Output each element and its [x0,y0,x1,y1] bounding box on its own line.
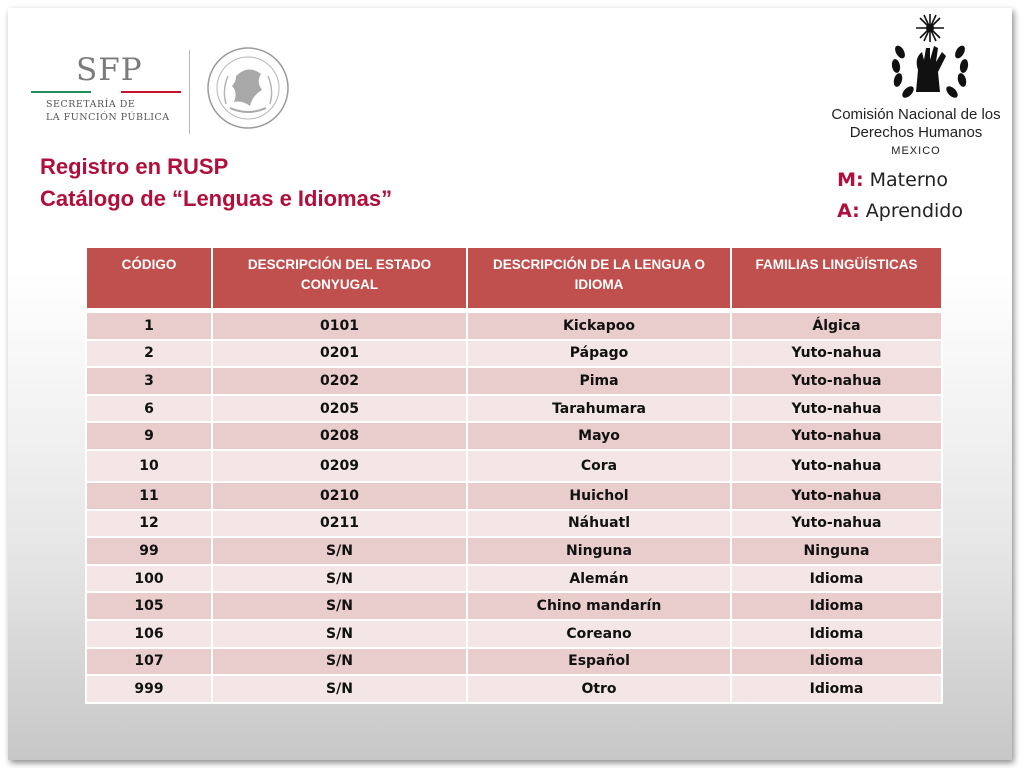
cell-lengua: Huichol [467,482,731,510]
cell-familia: Idioma [731,565,942,593]
table-body [86,311,942,703]
cell-familia: Yuto-nahua [731,340,942,368]
cndh-name [826,106,1006,160]
cndh-name-line2: Derechos Humanos [849,124,983,141]
languages-catalog-table [85,246,943,704]
table-row [86,565,942,593]
cell-estado-conyugal: 0211 [212,510,467,538]
table-row [86,367,942,395]
legend-key: A: [837,200,860,222]
cell-lengua: Kickapoo [467,311,731,340]
cell-estado-conyugal: S/N [212,592,467,620]
cell-codigo: 2 [86,340,212,368]
cell-lengua: Cora [467,450,731,482]
cell-lengua: Alemán [467,565,731,593]
sfp-tricolor-rule [31,91,181,93]
table-row [86,340,942,368]
cell-codigo: 6 [86,395,212,423]
cell-estado-conyugal: 0101 [212,311,467,340]
column-header-codigo: CÓDIGO [86,247,212,311]
logo-divider [189,50,190,134]
cndh-name-line1: Comisión Nacional de los [831,106,1001,123]
cell-codigo: 3 [86,367,212,395]
cell-lengua: Chino mandarín [467,592,731,620]
table-row [86,482,942,510]
sfp-logo [24,44,184,134]
cell-estado-conyugal: S/N [212,648,467,676]
cell-familia: Yuto-nahua [731,510,942,538]
cndh-logo-icon [884,12,976,104]
legend-item-materno [837,165,963,196]
cell-codigo: 106 [86,620,212,648]
cell-familia: Idioma [731,620,942,648]
legend-text: Aprendido [865,200,963,222]
cell-lengua: Ninguna [467,537,731,565]
cell-estado-conyugal: 0201 [212,340,467,368]
cell-codigo: 1 [86,311,212,340]
table-header-row [86,247,942,311]
slide-title: Registro en RUSP [40,154,229,179]
cell-lengua: Otro [467,675,731,703]
legend-text: Materno [869,169,948,191]
cell-codigo: 9 [86,422,212,450]
slide-subtitle: Catálogo de “Lenguas e Idiomas” [40,186,393,211]
cell-estado-conyugal: S/N [212,620,467,648]
cell-familia: Yuto-nahua [731,395,942,423]
legend [837,165,963,227]
table-row [86,450,942,482]
cell-estado-conyugal: S/N [212,565,467,593]
cell-familia: Ninguna [731,537,942,565]
cell-codigo: 107 [86,648,212,676]
cell-lengua: Náhuatl [467,510,731,538]
cell-estado-conyugal: S/N [212,537,467,565]
cell-familia: Idioma [731,592,942,620]
legend-item-aprendido [837,196,963,227]
cell-familia: Yuto-nahua [731,422,942,450]
sfp-subtitle-line2: LA FUNCIÓN PÚBLICA [46,112,170,123]
table-row [86,422,942,450]
cell-lengua: Tarahumara [467,395,731,423]
cell-codigo: 99 [86,537,212,565]
cell-codigo: 10 [86,450,212,482]
table-row [86,537,942,565]
cndh-name-line3: MEXICO [891,145,941,157]
cell-estado-conyugal: S/N [212,675,467,703]
sfp-letters: SFP [76,52,143,88]
cell-familia: Yuto-nahua [731,450,942,482]
sfp-subtitle-line1: SECRETARÍA DE [46,99,136,110]
cell-familia: Idioma [731,675,942,703]
cell-lengua: Pápago [467,340,731,368]
mexico-seal-icon [206,46,290,130]
column-header-familias: FAMILIAS LINGÜÍSTICAS [731,247,942,311]
cell-estado-conyugal: 0209 [212,450,467,482]
legend-key: M: [837,169,864,191]
column-header-lengua: DESCRIPCIÓN DE LA LENGUA O IDIOMA [467,247,731,311]
cell-estado-conyugal: 0208 [212,422,467,450]
table-row [86,311,942,340]
cell-estado-conyugal: 0202 [212,367,467,395]
cell-codigo: 100 [86,565,212,593]
cell-estado-conyugal: 0210 [212,482,467,510]
cell-codigo: 11 [86,482,212,510]
cell-familia: Yuto-nahua [731,482,942,510]
cell-familia: Idioma [731,648,942,676]
table-row [86,395,942,423]
cell-familia: Álgica [731,311,942,340]
table-row [86,620,942,648]
cell-estado-conyugal: 0205 [212,395,467,423]
table-row [86,592,942,620]
table-row [86,648,942,676]
cell-familia: Yuto-nahua [731,367,942,395]
cell-codigo: 999 [86,675,212,703]
cell-codigo: 105 [86,592,212,620]
cell-lengua: Coreano [467,620,731,648]
cell-lengua: Pima [467,367,731,395]
cell-lengua: Español [467,648,731,676]
table-row [86,510,942,538]
column-header-estado-conyugal: DESCRIPCIÓN DEL ESTADO CONYUGAL [212,247,467,311]
table-row [86,675,942,703]
cell-codigo: 12 [86,510,212,538]
cell-lengua: Mayo [467,422,731,450]
